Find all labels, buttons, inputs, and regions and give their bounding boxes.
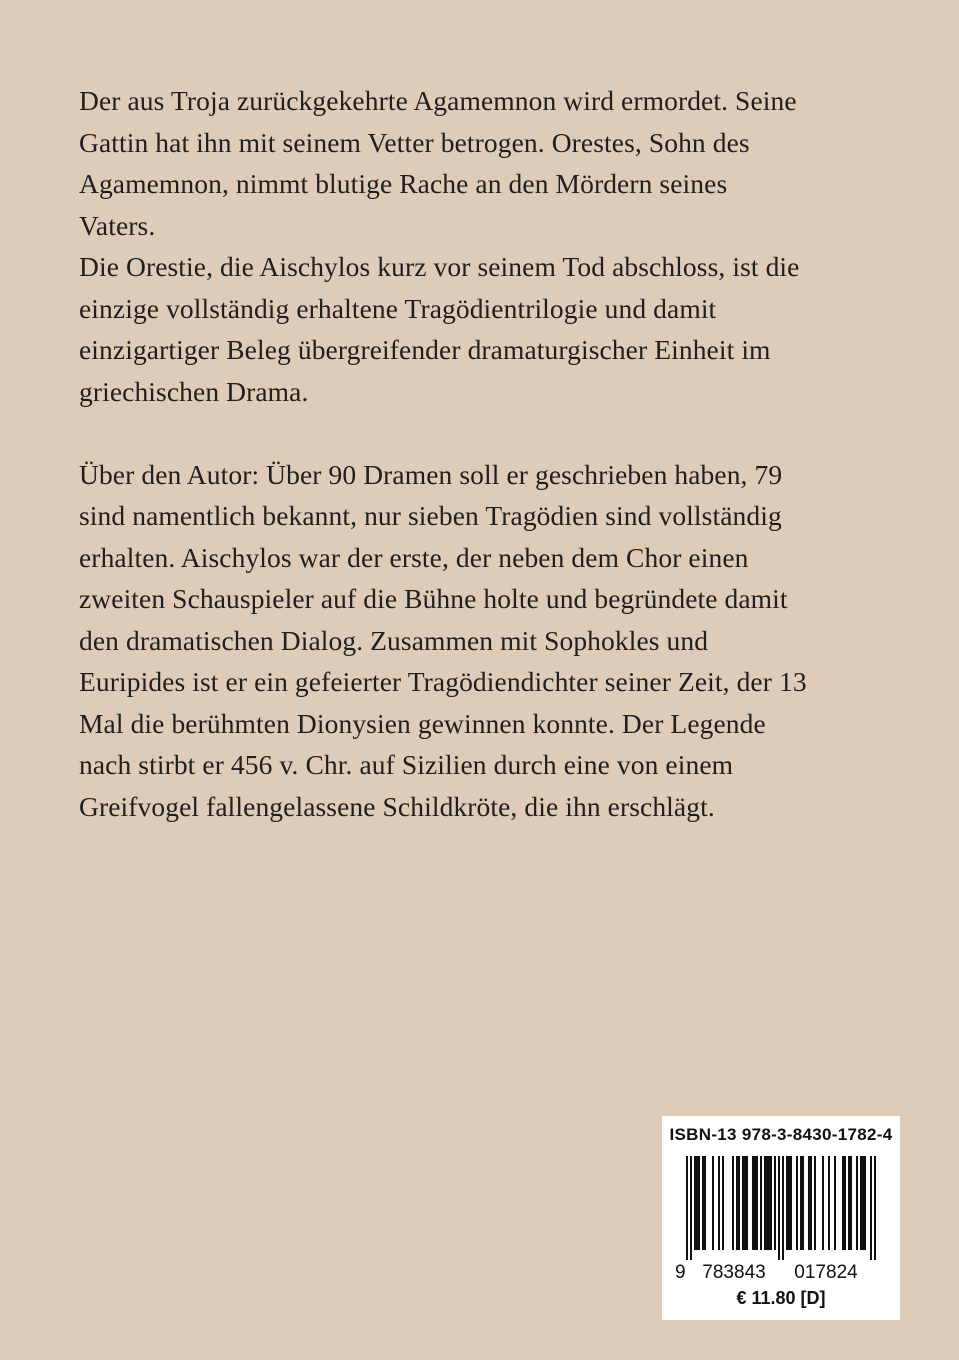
barcode-bar bbox=[828, 1156, 830, 1250]
barcode-bar bbox=[760, 1156, 762, 1250]
barcode-guard-bar bbox=[782, 1156, 784, 1260]
barcode-bar bbox=[810, 1156, 812, 1250]
barcode-bar bbox=[736, 1156, 738, 1250]
barcode-guard-bar bbox=[874, 1156, 876, 1260]
barcode-bar bbox=[788, 1156, 790, 1250]
barcode-bar bbox=[802, 1156, 804, 1250]
barcode-bar bbox=[704, 1156, 706, 1250]
barcode-bar bbox=[754, 1156, 756, 1250]
text-line: Der aus Troja zurückgekehrte Agamemnon wird ermordet. Seine bbox=[79, 85, 797, 116]
barcode-bar bbox=[768, 1156, 770, 1250]
barcode-bar bbox=[822, 1156, 824, 1250]
ean13-barcode bbox=[672, 1156, 890, 1284]
barcode-bar bbox=[718, 1156, 720, 1250]
text-line: Agamemnon, nimmt blutige Rache an den Mördern seines bbox=[79, 168, 728, 199]
barcode-bar bbox=[834, 1156, 836, 1250]
barcode-bar bbox=[856, 1156, 858, 1250]
blurb-paragraph-2 bbox=[79, 246, 879, 412]
barcode-guard-bar bbox=[690, 1156, 692, 1260]
barcode-guard-bar bbox=[870, 1156, 872, 1260]
text-line: Über den Autor: Über 90 Dramen soll er geschrieben haben, 79 bbox=[79, 458, 783, 490]
blurb-paragraph-1 bbox=[79, 80, 879, 246]
barcode-bar bbox=[722, 1156, 724, 1250]
barcode-digit-first: 9 bbox=[675, 1262, 686, 1283]
barcode-bar bbox=[844, 1156, 846, 1250]
barcode-bar bbox=[770, 1156, 772, 1250]
paragraph-spacer bbox=[79, 412, 879, 454]
barcode-digits-right: 017824 bbox=[794, 1262, 858, 1283]
text-line: einzigartiger Beleg übergreifender dramaturgischer Einheit im bbox=[79, 334, 771, 365]
barcode-bar bbox=[742, 1156, 744, 1250]
barcode-bar bbox=[790, 1156, 792, 1250]
text-line: sind namentlich bekannt, nur sieben Tragödien sind vollständig bbox=[79, 500, 782, 531]
barcode-bar bbox=[752, 1156, 754, 1250]
barcode-label bbox=[662, 1116, 900, 1320]
text-line: Vaters. bbox=[79, 209, 156, 241]
barcode-bar bbox=[764, 1156, 766, 1250]
text-line: zweiten Schauspieler auf die Bühne holte und begründete damit bbox=[79, 583, 788, 614]
barcode-bar bbox=[702, 1156, 704, 1250]
barcode-guard-bar bbox=[778, 1156, 780, 1260]
barcode-bar bbox=[738, 1156, 740, 1250]
barcode-bar bbox=[744, 1156, 746, 1250]
barcode-bar bbox=[732, 1156, 734, 1250]
text-line: Mal die berühmten Dionysien gewinnen konnte. Der Legende bbox=[79, 707, 766, 739]
barcode-bar bbox=[814, 1156, 816, 1250]
barcode-bar bbox=[860, 1156, 862, 1250]
barcode-bar bbox=[848, 1156, 850, 1250]
text-line: griechischen Drama. bbox=[79, 375, 309, 407]
text-line: nach stirbt er 456 v. Chr. auf Sizilien durch eine von einem bbox=[79, 749, 734, 780]
barcode-bar bbox=[712, 1156, 714, 1250]
barcode-bar bbox=[800, 1156, 802, 1250]
barcode-bar bbox=[696, 1156, 698, 1250]
barcode-bar bbox=[850, 1156, 852, 1250]
barcode-bar bbox=[786, 1156, 788, 1250]
barcode-bar bbox=[756, 1156, 758, 1250]
author-paragraph bbox=[79, 454, 879, 828]
back-cover-text bbox=[79, 80, 879, 827]
barcode-bar bbox=[842, 1156, 844, 1250]
price-label: € 11.80 [D] bbox=[736, 1288, 826, 1308]
barcode-bar bbox=[808, 1156, 810, 1250]
barcode-bar bbox=[862, 1156, 864, 1250]
text-line: Die Orestie, die Aischylos kurz vor seinem Tod abschloss, ist die bbox=[79, 251, 800, 282]
barcode-bar bbox=[694, 1156, 696, 1250]
barcode-bar bbox=[774, 1156, 776, 1250]
text-line: den dramatischen Dialog. Zusammen mit Sophokles und bbox=[79, 624, 709, 656]
barcode-bar bbox=[698, 1156, 700, 1250]
barcode-guard-bar bbox=[686, 1156, 688, 1260]
text-line: einzige vollständig erhaltene Tragödientrilogie und damit bbox=[79, 292, 717, 324]
barcode-digits-left: 783843 bbox=[702, 1262, 766, 1283]
text-line: Gattin hat ihn mit seinem Vetter betrogen. Orestes, Sohn des bbox=[79, 126, 750, 158]
barcode-bar bbox=[864, 1156, 866, 1250]
barcode-bars bbox=[686, 1156, 876, 1260]
text-line: Euripides ist er ein gefeierter Tragödiendichter seiner Zeit, der 13 bbox=[79, 666, 807, 697]
barcode-bar bbox=[766, 1156, 768, 1250]
text-line: erhalten. Aischylos war der erste, der neben dem Chor einen bbox=[79, 541, 749, 573]
barcode-bar bbox=[746, 1156, 748, 1250]
text-line: Greifvogel fallengelassene Schildkröte, die ihn erschlägt. bbox=[79, 790, 715, 822]
barcode-bar bbox=[796, 1156, 798, 1250]
isbn-label: ISBN-13 978-3-8430-1782-4 bbox=[669, 1125, 893, 1144]
